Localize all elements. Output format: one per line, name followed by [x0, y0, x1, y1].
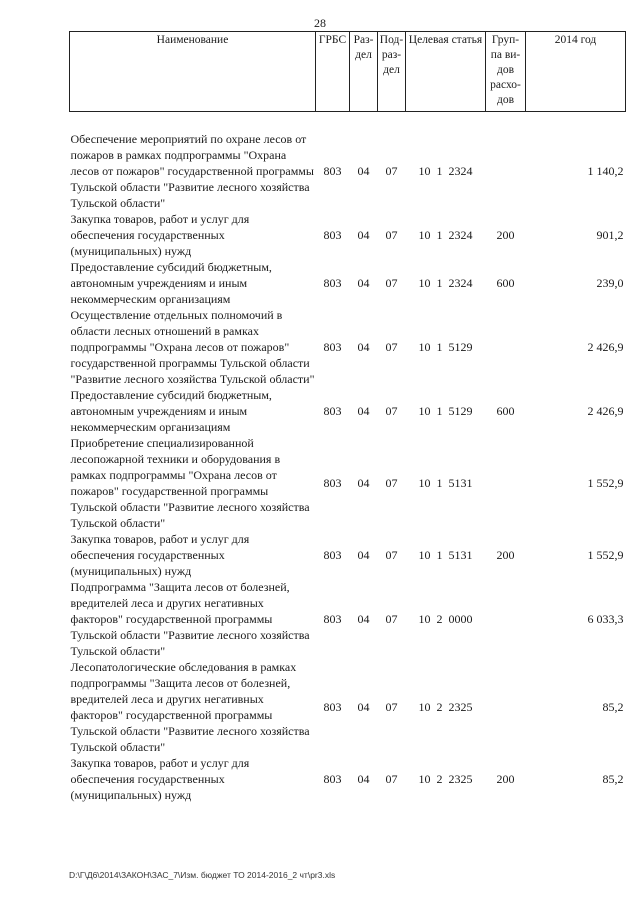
row-gruppa — [486, 579, 526, 659]
table-row — [70, 531, 626, 579]
row-sum: 2 426,9 — [587, 340, 624, 354]
row-gruppa: 600 — [496, 404, 515, 418]
header-name: Наименование — [70, 32, 316, 112]
row-sum: 1 140,2 — [587, 164, 624, 178]
row-celevaya: 10 1 2324 — [418, 228, 473, 242]
row-gruppa — [486, 131, 526, 211]
row-razdel: 04 — [357, 548, 370, 562]
row-grbs: 803 — [323, 228, 342, 242]
row-grbs: 803 — [323, 276, 342, 290]
row-grbs: 803 — [323, 700, 342, 714]
table-row — [70, 435, 626, 531]
row-podrazdel: 07 — [385, 548, 398, 562]
table-row — [70, 307, 626, 387]
row-grbs: 803 — [323, 476, 342, 490]
header-razdel: Раз-дел — [350, 32, 378, 112]
table-row — [70, 755, 626, 803]
row-podrazdel: 07 — [385, 340, 398, 354]
row-podrazdel: 07 — [385, 476, 398, 490]
row-razdel: 04 — [357, 340, 370, 354]
row-razdel: 04 — [357, 228, 370, 242]
row-podrazdel: 07 — [385, 276, 398, 290]
row-grbs: 803 — [323, 548, 342, 562]
header-celevaya: Целевая статья — [406, 32, 486, 112]
row-gruppa — [486, 659, 526, 755]
table-row — [70, 387, 626, 435]
row-celevaya: 10 2 2325 — [418, 772, 473, 786]
table-row — [70, 579, 626, 659]
row-razdel: 04 — [357, 404, 370, 418]
row-razdel: 04 — [357, 700, 370, 714]
row-name: Закупка товаров, работ и услуг для обеспечения государственных (муниципальных) нужд — [70, 756, 250, 802]
header-podrazdel: Под-раз-дел — [378, 32, 406, 112]
row-sum: 1 552,9 — [587, 476, 624, 490]
budget-table — [69, 31, 626, 803]
header-grbs: ГРБС — [316, 32, 350, 112]
row-grbs: 803 — [323, 340, 342, 354]
row-gruppa: 600 — [496, 276, 515, 290]
row-celevaya: 10 1 2324 — [418, 164, 473, 178]
row-sum: 85,2 — [602, 700, 624, 714]
header-gruppa: Груп-па ви-дов расхо-дов — [486, 32, 526, 112]
header-year: 2014 год — [526, 32, 626, 112]
row-grbs: 803 — [323, 164, 342, 178]
row-razdel: 04 — [357, 276, 370, 290]
row-grbs: 803 — [323, 404, 342, 418]
table-row — [70, 131, 626, 211]
row-celevaya: 10 1 5131 — [418, 476, 473, 490]
row-podrazdel: 07 — [385, 404, 398, 418]
row-razdel: 04 — [357, 476, 370, 490]
row-podrazdel: 07 — [385, 228, 398, 242]
row-razdel: 04 — [357, 612, 370, 626]
row-grbs: 803 — [323, 612, 342, 626]
row-sum: 1 552,9 — [587, 548, 624, 562]
row-podrazdel: 07 — [385, 700, 398, 714]
row-gruppa: 200 — [496, 548, 515, 562]
row-name: Предоставление субсидий бюджетным, автономным учреждениям и иным некоммерческим организациям — [70, 388, 272, 434]
row-celevaya: 10 1 5129 — [418, 340, 473, 354]
table-row — [70, 259, 626, 307]
page-number: 28 — [314, 16, 326, 30]
row-celevaya: 10 2 0000 — [418, 612, 473, 626]
table-row — [70, 659, 626, 755]
row-razdel: 04 — [357, 164, 370, 178]
row-gruppa — [486, 435, 526, 531]
row-name: Закупка товаров, работ и услуг для обеспечения государственных (муниципальных) нужд — [70, 532, 250, 578]
row-podrazdel: 07 — [385, 772, 398, 786]
row-sum: 85,2 — [602, 772, 624, 786]
row-name: Предоставление субсидий бюджетным, автономным учреждениям и иным некоммерческим организациям — [70, 260, 272, 306]
row-celevaya: 10 1 5131 — [418, 548, 473, 562]
row-gruppa — [486, 307, 526, 387]
row-celevaya: 10 1 2324 — [418, 276, 473, 290]
row-sum: 2 426,9 — [587, 404, 624, 418]
row-name: Осуществление отдельных полномочий в области лесных отношений в рамках подпрограммы "Охрана лесов от пожаров" государственной программы Тульской области "Развитие лесного хозяйства Тульской области" — [70, 308, 315, 386]
file-path-footer: D:\Г\Д6\2014\ЗАКОН\ЗАС_7\Изм. бюджет ТО 2014-2016_2 чт\pr3.xls — [69, 870, 336, 880]
table-header-row — [70, 32, 626, 112]
row-podrazdel: 07 — [385, 164, 398, 178]
row-name: Приобретение специализированной лесопожарной техники и оборудования в рамках подпрограммы "Охрана лесов от пожаров" государственной программы Тульской области "Развитие лесного хозяйства Тульской области" — [70, 436, 310, 530]
row-sum: 901,2 — [596, 228, 624, 242]
row-grbs: 803 — [323, 772, 342, 786]
row-name: Закупка товаров, работ и услуг для обеспечения государственных (муниципальных) нужд — [70, 212, 250, 258]
row-celevaya: 10 2 2325 — [418, 700, 473, 714]
row-name: Подпрограмма "Защита лесов от болезней, вредителей леса и других негативных факторов" государственной программы Тульской области "Развитие лесного хозяйства Тульской области" — [70, 580, 310, 658]
table-row — [70, 211, 626, 259]
row-gruppa: 200 — [496, 228, 515, 242]
row-sum: 6 033,3 — [587, 612, 624, 626]
row-razdel: 04 — [357, 772, 370, 786]
row-sum: 239,0 — [596, 276, 624, 290]
row-name: Лесопатологические обследования в рамках подпрограммы "Защита лесов от болезней, вредителей леса и других негативных факторов" государственной программы Тульской области "Развитие лесного хозяйства Тульской области" — [70, 660, 310, 754]
row-name: Обеспечение мероприятий по охране лесов от пожаров в рамках подпрограммы "Охрана лесов от пожаров" государственной программы Тульской области "Развитие лесного хозяйства Тульской области" — [70, 132, 314, 210]
row-gruppa: 200 — [496, 772, 515, 786]
row-celevaya: 10 1 5129 — [418, 404, 473, 418]
row-podrazdel: 07 — [385, 612, 398, 626]
